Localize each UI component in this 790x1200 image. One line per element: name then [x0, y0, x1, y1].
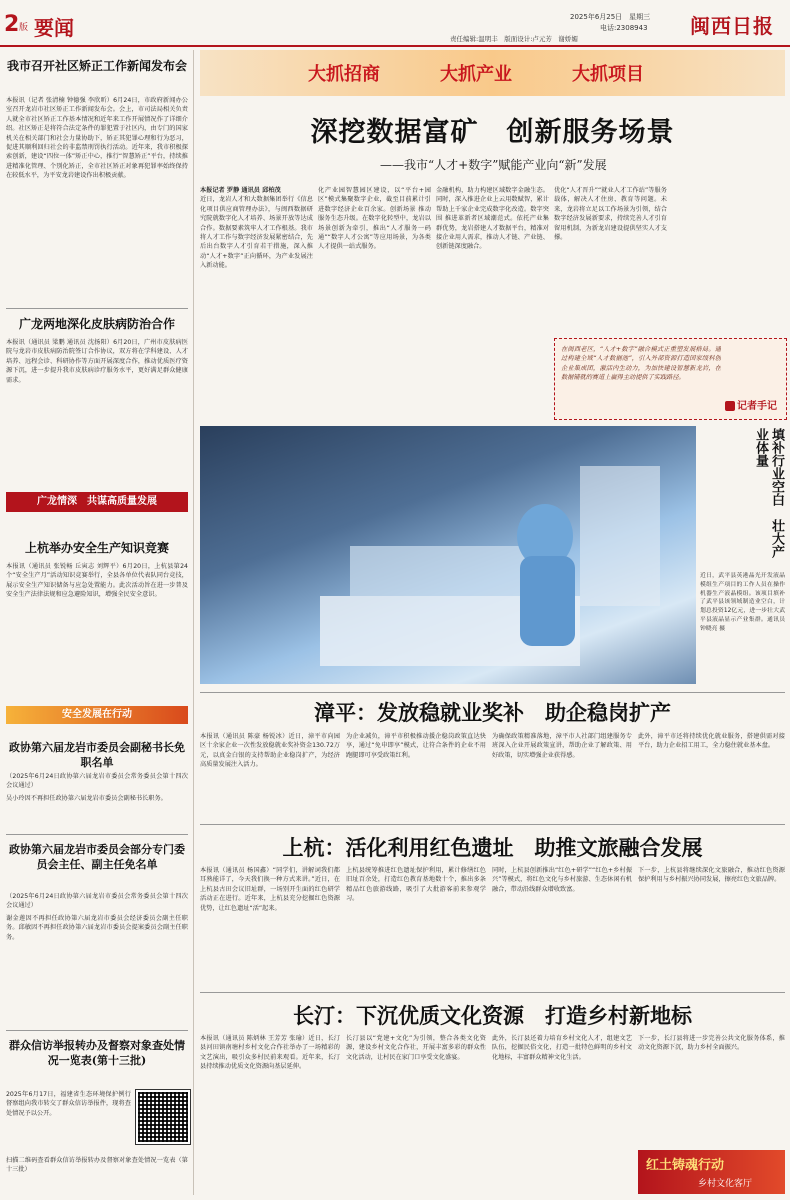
guanglong-banner: 广龙情深 共谋高质量发展: [6, 492, 188, 512]
story3-col-4: 下一步，上杭县将继续深化文旅融合，推动红色资源保护利用与乡村振兴协同发展，擦亮红色文旅品牌。: [638, 867, 785, 884]
left-story-1-byline: 本报讯（记者 张清楠 钟德强 李欣昕）: [6, 97, 114, 104]
story2-col-2: 为企业减负，漳平市积极推动援企稳岗政策直达快享，通过“免申即享”模式，让符合条件的企业不用跑腿即可享受政策红利。: [346, 733, 486, 759]
notebook-tag: [725, 397, 777, 412]
story2-col-1-text: 近日，漳平市向园区十余家企业一次性发放稳就业奖补资金130.72万元，以真金白银的支持帮助企业稳岗扩产，为经济高质量发展注入活力。: [200, 733, 340, 769]
bottom-banner-title: 红土铸魂行动: [646, 1158, 725, 1173]
anquan-banner: [6, 706, 188, 724]
story4-rule: [200, 992, 785, 993]
top-banner-middle: 大抓产业: [440, 64, 512, 85]
left-story-5-note: （2025年6月24日政协第六届龙岩市委员会常务委员会第十四次会议通过）: [6, 893, 188, 910]
story4-col-1: [200, 1034, 340, 1194]
phone: 电话:2308943: [600, 24, 648, 32]
story4-col-1-text: 近日，长汀县河田镇南塘村乡村文化合作社举办了一场精彩的文艺演出，吸引众多村民前来观看。近年来，长汀县持续推动优质文化资源向基层延伸。: [200, 1035, 340, 1071]
lead-col-3: 金融机构，助力构建区域数字金融生态。同时，深入推进企业上云用数赋智，累计帮助上千家企业完成数字化改造。数字突围 推进革新者区域潮范式。依托产业集群优势，龙岩搭建人才数据平台，精准对接企业用人需求，推动人才链、产业链、创新链深度融合。: [436, 187, 549, 251]
section-name: 要闻: [34, 16, 74, 40]
left-story-3-byline: 本报讯（通讯员 张锐畅 丘寅志 刘辉平）: [6, 563, 123, 570]
lead-col-5: [672, 186, 785, 336]
left-story-3-text: 6月20日，上杭县第24个“安全生产月”活动知识竞赛举行，全县各单位代表队同台竞技，展示安全生产知识储备与应急处置能力。此次活动旨在进一步普及安全生产法律法规和应急避险知识，增强全民安全意识。: [6, 563, 188, 599]
left-story-2-title: 广龙两地深化皮肤病防治合作: [18, 317, 175, 331]
left-story-4-body: 吴小玲因不再担任政协第六届龙岩市委员会副秘书长职务。: [6, 795, 167, 802]
story3-col-2: 上杭县统筹推进红色遗址保护利用，累计修缮红色旧址百余处，打造红色教育基地数十个，推出多条精品红色旅游线路，吸引了大批游客前来参观学习。: [346, 867, 486, 903]
left-story-5-body: 谢金莲因不再担任政协第六届龙岩市委员会经济委员会副主任职务。邱敏因不再担任政协第六届龙岩市委员会提案委员会副主任职务。: [6, 915, 188, 941]
photo-side-panel: [700, 426, 785, 684]
story3-headline: 上杭：活化利用红色遗址 助推文旅融合发展: [282, 835, 703, 860]
top-banner-right: 大抓项目: [572, 64, 644, 85]
story3-col-3: 同时，上杭县创新推出“红色+研学”“红色+乡村振兴”等模式，将红色文化与乡村旅游、生态休闲有机融合，带动沿线群众增收致富。: [492, 867, 632, 893]
story2-rule: [200, 692, 785, 693]
left-story-6-body: 2025年6月17日，福建省生态环境保护例行督察组向我市转交了群众信访举报件，现将查处情况予以公开。: [6, 1091, 131, 1117]
paper-logo: 闽西日报: [690, 14, 774, 38]
left-story-2-byline: 本报讯（通讯员 梁鹏 通讯员 沈扬阳）: [6, 339, 114, 346]
story3-rule: [200, 824, 785, 825]
left-divider-1: [6, 308, 188, 309]
factory-photo-scene: [200, 426, 696, 684]
left-story-3-body: [6, 562, 188, 702]
left-story-2-body: [6, 338, 188, 486]
bottom-banner: [638, 1150, 785, 1194]
issue-date: 2025年6月25日 星期三: [570, 13, 651, 21]
story4-headline: 长汀：下沉优质文化资源 打造乡村新地标: [293, 1003, 692, 1028]
story2-byline: 本报讯（通讯员 陈豪 杨锐冰）: [200, 733, 289, 740]
lead-byline: 本报记者 罗静 通讯员 邱柏茂: [200, 187, 281, 194]
editors-line: 责任编辑:温明丰 版面设计:卢元芳 谢娇媚: [450, 35, 578, 43]
left-divider-3: [6, 1030, 188, 1031]
left-divider-2: [6, 834, 188, 835]
factory-photo[interactable]: [200, 426, 696, 684]
qr-code[interactable]: [136, 1090, 190, 1144]
lead-subhead: ——我市“人才+数字”赋能产业向“新”发展: [380, 158, 607, 172]
story4-col-2: 长汀县以“党建+文化”为引领，整合各类文化资源，建设乡村文化合作社，开展丰富多彩的群众性文化活动，让村民在家门口享受文化盛宴。: [346, 1035, 486, 1061]
lead-col-2: 化产业园智慧园区建设，以“平台+园区”模式集聚数字企业，截至目前累计引进数字经济企业百余家。创新场景 推动服务生态升级。在数字化转型中，龙岩以场景创新为牵引，推出“人才服务一码通”“数字人才公寓”等应用场景，为各类人才提供一站式服务。: [318, 187, 431, 251]
top-banner-left: 大抓招商: [308, 64, 380, 85]
left-story-6-title: 群众信访举报转办及督察对象查处情况一览表(第十三批): [9, 1039, 185, 1067]
masthead: [0, 0, 790, 46]
lead-col-4: 优化“人才晋升”“就业人才工作站”等服务载体，解决人才住房、教育等问题。未来，龙岩将立足以工作场景为引领，结合数字经济发展新要求，持续完善人才引育留用机制，为新龙岩建设提供坚实人才支撑。: [554, 187, 667, 242]
notebook-text: 在闽西老区，“人才+数字”融合模式正重塑发展格局。通过构建全域“人才数据池”，引入外部资源打造国家级科创企业集成团，激活内生动力，为加快建设智慧新龙岩，在数据铺就的赛道上赢得主动提供了实践路径。: [561, 346, 721, 382]
story4-byline: 本报讯（通讯员 陈炳林 王芳芳 张瑜）: [200, 1035, 309, 1042]
story3-byline: 本报讯（通讯员 杨国鑫）: [200, 867, 273, 874]
lead-col-1: [200, 186, 313, 416]
notebook-tag-label: 记者手记: [737, 401, 777, 412]
qr-caption: 扫描二维码查看群众信访举报转办及督察对象查处情况一览表（第十三批）: [6, 1157, 188, 1174]
story4-col-4: 下一步，长汀县将进一步完善公共文化服务体系，推动文化资源下沉，助力乡村全面振兴。: [638, 1035, 785, 1052]
left-story-3-title: 上杭举办安全生产知识竞赛: [24, 541, 169, 555]
notebook-box: [554, 338, 787, 420]
bottom-banner-subtitle: 乡村文化客厅: [698, 1179, 753, 1189]
left-column-divider: [193, 50, 194, 1195]
page-unit: 版: [19, 23, 29, 33]
story2-col-3: 为确保政策精准落地，漳平市人社部门组建服务专班深入企业开展政策宣讲，帮助企业了解政策、用好政策，切实增强企业获得感。: [492, 733, 632, 759]
story4-col-3: 此外，长汀县还着力培育乡村文化人才，组建文艺队伍，挖掘民俗文化，打造一批特色鲜明的乡村文化地标，丰富群众精神文化生活。: [492, 1035, 632, 1061]
left-story-4-note: （2025年6月24日政协第六届龙岩市委员会常务委员会第十四次会议通过）: [6, 773, 188, 790]
story2-col-1: [200, 732, 340, 820]
masthead-rule: [0, 45, 790, 47]
lead-headline: 深挖数据富矿 创新服务场景: [310, 117, 675, 148]
photo-tag: 填补行业空白 壮大产业体量: [753, 428, 784, 558]
left-story-1-title: 我市召开社区矫正工作新闻发布会: [6, 59, 187, 73]
story2-col-4: 此外，漳平市还将持续优化就业服务，搭建供需对接平台，助力企业招工用工，全力稳住就业基本盘。: [638, 733, 785, 750]
lead-col-1-text: 近日，龙岩人才和大数据集团举行《信息化项目供应商管理办法》，与闽西数据研究院就数字化人才培养、场景开放等达成合作。数据要素筑牢人才工作根基。我市将人才工作与数字经济发展紧密结合，先后出台数字人才引育若干措施，深入推动“人才+数字”正向循环，为产业发展注入新动能。: [200, 196, 313, 270]
left-story-4-title: 政协第六届龙岩市委员会副秘书长免职名单: [9, 741, 185, 769]
left-story-1-body: [6, 96, 188, 306]
page-number: 2: [4, 12, 20, 37]
left-story-5-title: 政协第六届龙岩市委员会部分专门委员会主任、副主任免名单: [9, 843, 185, 871]
top-banner: [200, 50, 785, 96]
left-story-1-text: 6月24日，市政府新闻办公室召开龙岩市社区矫正工作新闻发布会。会上，市司法局相关负责人就全市社区矫正工作基本情况和近年来工作开展情况作了详细介绍。社区矫正是将符合法定条件的罪犯置于社区内，由专门的国家机关在相关部门和社会力量协助下，矫正其犯罪心理和行为恶习，促进其顺利回归社会的非监禁刑罚执行活动。近年来，我市积极探索创新，建设“四位一体”矫正中心，推行“智慧矫正”平台，持续推进精准化管理、个别化矫正，全市社区矫正对象再犯罪率始终保持在较低水平，为平安龙岩建设作出积极贡献。: [6, 97, 188, 180]
pen-icon: [725, 401, 735, 411]
story3-col-1: [200, 866, 340, 990]
anquan-banner-text: 安全发展在行动: [62, 709, 132, 720]
photo-caption: 近日，武平县英港晶光开发液晶模组生产项目的工作人员在操作机器生产液晶模组。该项目填补了武平县该领域制造业空白，计划总投资12亿元，进一步壮大武平县液晶显示产业集群。通讯员 钟晓亮 摄: [700, 573, 785, 632]
left-story-2-text: 6月20日，广州市皮肤病医院与龙岩市皮肤病防治院签订合作协议，双方将在学科建设、人才培养、远程会诊、科研协作等方面开展深度合作，推动优质医疗资源下沉，进一步提升我市皮肤病诊疗服务水平，更好满足群众健康需求。: [6, 339, 188, 384]
story2-headline: 漳平：发放稳就业奖补 助企稳岗扩产: [314, 700, 671, 725]
story3-col-1-text: “同学们，讲解词我们都耳熟能详了，今天我们换一种方式来讲。”近日，在上杭县古田会议旧址群，一场别开生面的红色研学活动正在进行。近年来，上杭县充分挖掘红色资源优势，让红色遗址“活”起来。: [200, 867, 340, 912]
